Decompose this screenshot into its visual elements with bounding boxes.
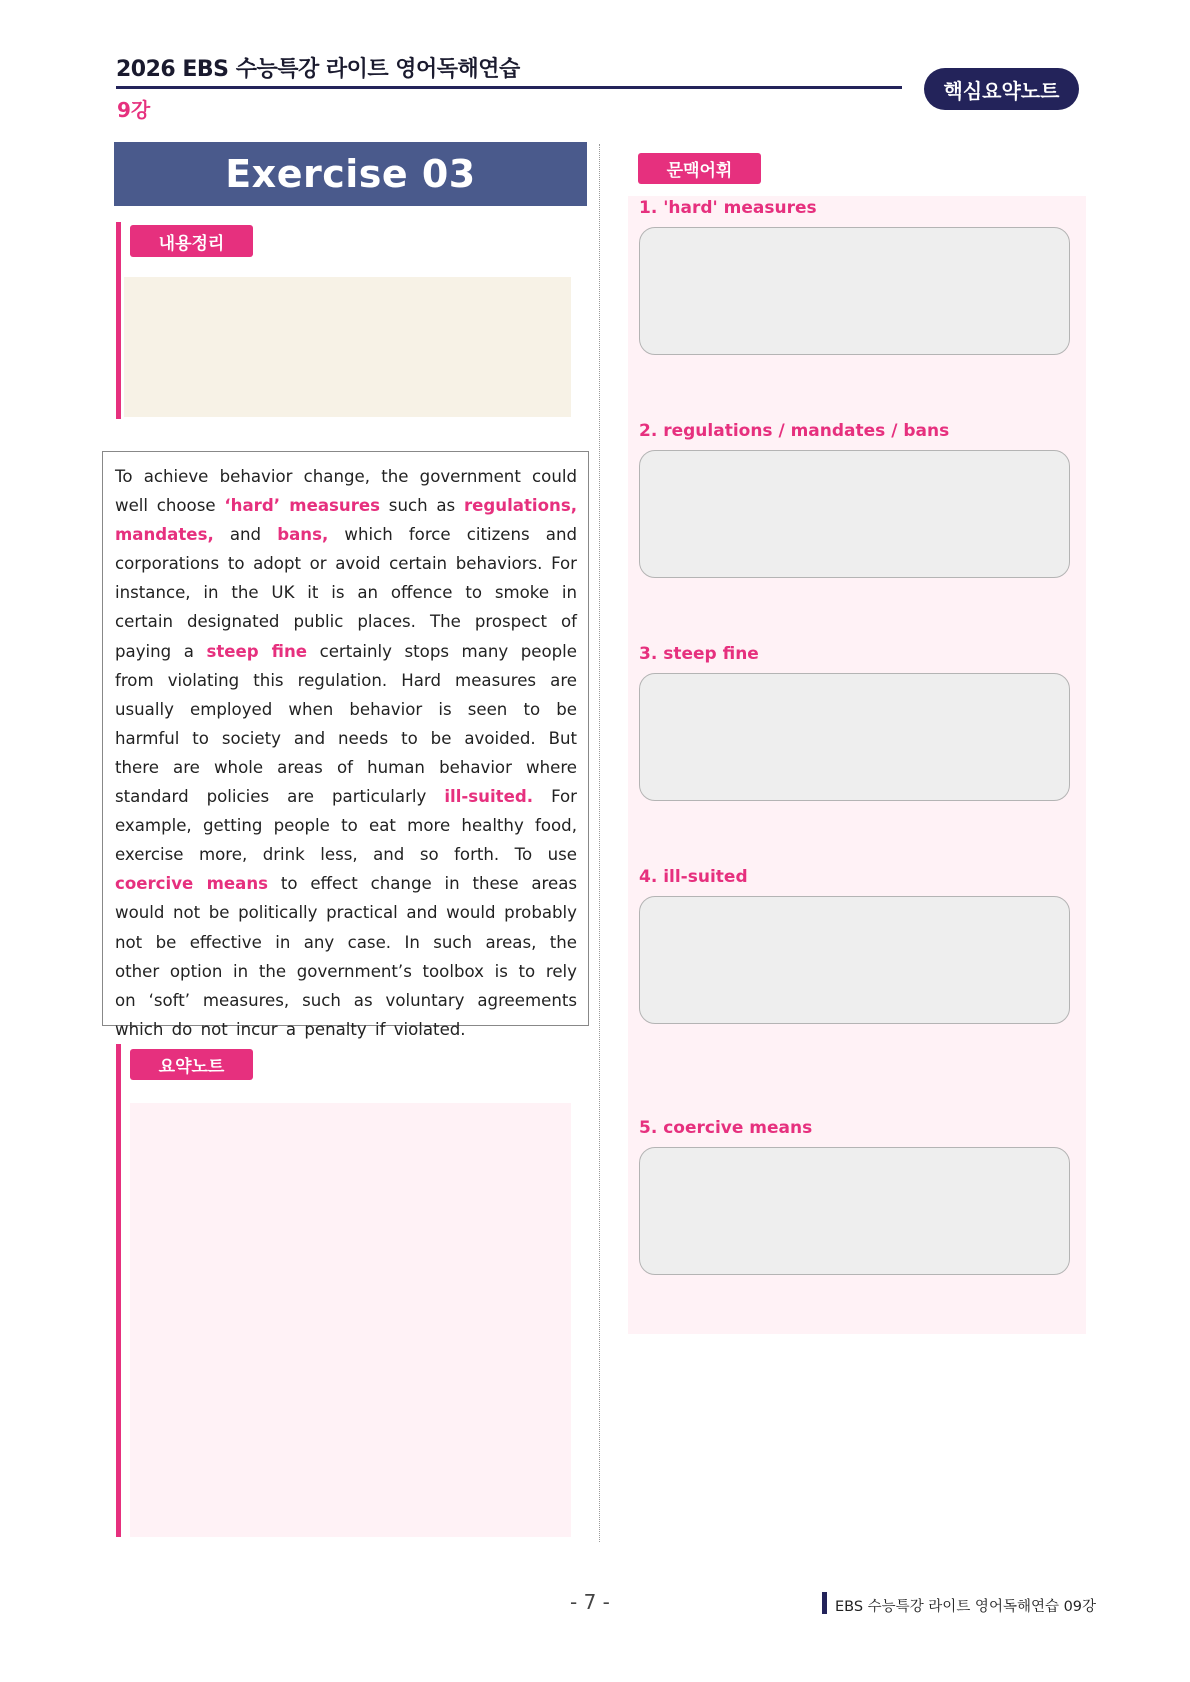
highlighted-term: coercive means bbox=[115, 874, 269, 894]
passage-text bbox=[115, 462, 577, 1044]
page-number: - 7 - bbox=[570, 1590, 610, 1614]
vocab-label-4: 4. ill-suited bbox=[639, 867, 748, 887]
vocab-answer-box-4[interactable] bbox=[639, 896, 1070, 1024]
vocab-answer-box-2[interactable] bbox=[639, 450, 1070, 578]
vocab-label-1: 1. 'hard' measures bbox=[639, 198, 817, 218]
summary-note-box[interactable] bbox=[130, 1103, 571, 1537]
summary-note-bar bbox=[116, 1044, 121, 1537]
highlighted-term: regulations, mandates, bbox=[115, 496, 577, 545]
content-summary-box[interactable] bbox=[124, 277, 571, 417]
document-title: 2026 EBS 수능특강 라이트 영어독해연습 bbox=[116, 57, 520, 82]
highlighted-term: ‘hard’ measures bbox=[224, 496, 381, 516]
footer-bar bbox=[822, 1592, 827, 1614]
header-rule bbox=[116, 86, 902, 89]
vocab-label-2: 2. regulations / mandates / bans bbox=[639, 421, 950, 441]
vocab-answer-box-5[interactable] bbox=[639, 1147, 1070, 1275]
passage-segment: and bbox=[213, 525, 278, 545]
vocab-answer-box-3[interactable] bbox=[639, 673, 1070, 801]
content-summary-tag: 내용정리 bbox=[130, 225, 253, 257]
content-summary-bar bbox=[116, 222, 121, 419]
core-summary-badge: 핵심요약노트 bbox=[924, 68, 1079, 110]
passage-segment: For example, getting people to eat more healthy food, exercise more, drink less, and so forth. To use bbox=[115, 787, 577, 865]
highlighted-term: bans, bbox=[277, 525, 329, 545]
highlighted-term: ill-suited. bbox=[444, 787, 534, 807]
lesson-label: 9강 bbox=[117, 98, 151, 122]
summary-note-tag: 요약노트 bbox=[130, 1049, 253, 1080]
passage-segment: such as bbox=[380, 496, 464, 516]
reading-passage bbox=[102, 451, 589, 1039]
passage-segment: which force citizens and corporations to adopt or avoid certain behaviors. For instance, in the UK it is an offence to smoke in certain designated public places. The prospect of paying a bbox=[115, 525, 577, 661]
highlighted-term: steep fine bbox=[206, 641, 308, 661]
vocab-answer-box-1[interactable] bbox=[639, 227, 1070, 355]
column-divider bbox=[599, 144, 600, 1542]
exercise-banner: Exercise 03 bbox=[114, 142, 587, 206]
vocab-tag: 문맥어휘 bbox=[638, 153, 761, 184]
passage-segment: certainly stops many people from violating this regulation. Hard measures are usually employed when behavior is seen to be harmful to society and needs to be avoided. But there are whole areas of human behavior where standard policies are particularly bbox=[115, 641, 577, 807]
vocab-label-3: 3. steep fine bbox=[639, 644, 759, 664]
passage-segment: To achieve behavior change, the government could well choose bbox=[115, 467, 577, 516]
vocab-label-5: 5. coercive means bbox=[639, 1118, 813, 1138]
footer-text: EBS 수능특강 라이트 영어독해연습 09강 bbox=[835, 1599, 1097, 1615]
passage-segment: to effect change in these areas would not be politically practical and would probably not be effective in any case. In such areas, the other option in the government’s toolbox is to rely on ‘soft’ measures, such as voluntary agreements which do not incur a penalty if violated. bbox=[115, 874, 578, 1039]
